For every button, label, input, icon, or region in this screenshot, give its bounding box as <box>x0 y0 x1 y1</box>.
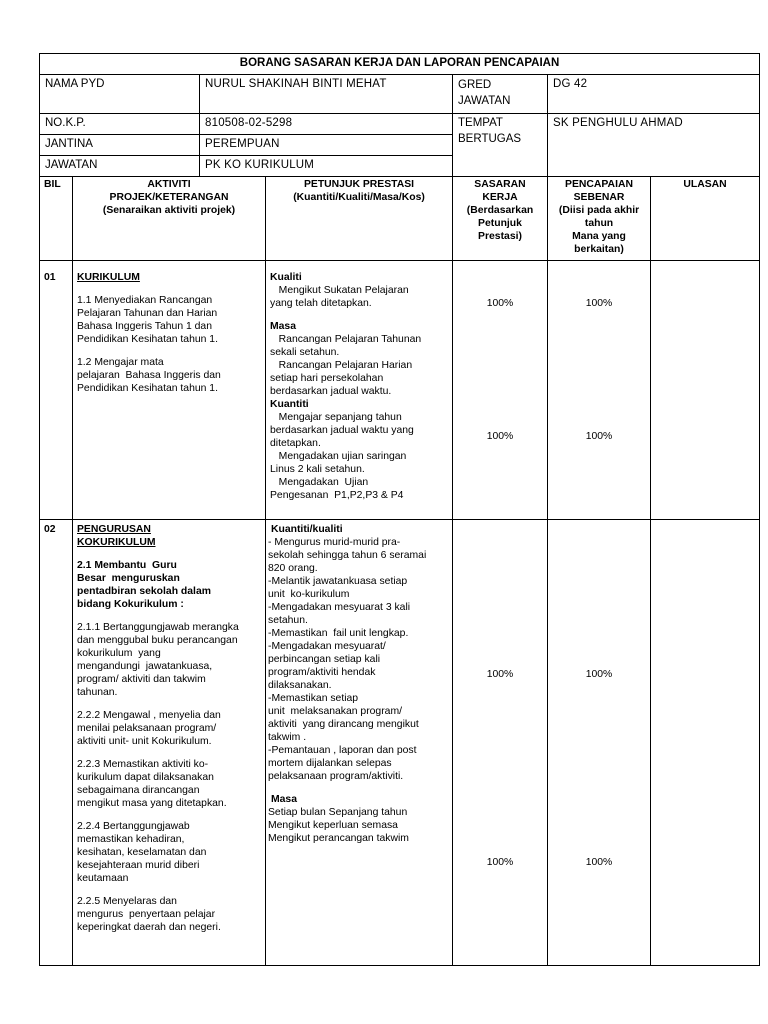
col-sasaran: SASARAN KERJA (Berdasarkan Petunjuk Prestasi) <box>453 177 548 261</box>
list-item: 1.1 Menyediakan Rancangan Pelajaran Tahunan dan Harian Bahasa Inggeris Tahun 1 dan Pendidikan Kesihatan tahun 1. <box>77 295 218 345</box>
row-sasaran <box>453 520 548 966</box>
petunjuk-text: Mengajar sepanjang tahun berdasarkan jadual waktu yang ditetapkan. Mengadakan ujian saringan Linus 2 kali setahun. Mengadakan Ujian Pengesanan P1,P2,P3 & P4 <box>270 412 414 501</box>
row-petunjuk <box>266 520 453 966</box>
row-subtitle: 2.1 Membantu Guru Besar menguruskan pentadbiran sekolah dalam bidang Kokurikulum : <box>77 560 211 610</box>
nama-label: NAMA PYD <box>40 75 200 114</box>
col-aktiviti: AKTIVITI PROJEK/KETERANGAN (Senaraikan aktiviti projek) <box>73 177 266 261</box>
col-bil: BIL <box>40 177 73 261</box>
col-petunjuk: PETUNJUK PRESTASI (Kuantiti/Kualiti/Masa/Kos) <box>266 177 453 261</box>
jantina-label: JANTINA <box>40 135 200 156</box>
row-aktiviti <box>73 520 266 966</box>
jawatan-label: JAWATAN <box>40 156 200 177</box>
petunjuk-label: Masa <box>271 794 297 805</box>
nama-value: NURUL SHAKINAH BINTI MEHAT <box>200 75 453 114</box>
list-item: 2.2.4 Bertanggungjawab memastikan kehadiran, kesihatan, keselamatan dan kesejahteraan murid diberi keutamaan <box>77 821 207 884</box>
pencapaian-value: 100% <box>585 857 613 868</box>
pencapaian-value: 100% <box>585 669 613 680</box>
row-bil: 02 <box>40 520 73 966</box>
list-item: 1.2 Mengajar mata pelajaran Bahasa Inggeris dan Pendidikan Kesihatan tahun 1. <box>77 357 221 394</box>
table-row <box>40 261 760 520</box>
column-header-row <box>40 177 760 261</box>
gred-value: DG 42 <box>548 75 760 114</box>
nokp-label: NO.K.P. <box>40 114 200 135</box>
list-item: 2.2.3 Memastikan aktiviti ko- kurikulum dapat dilaksanakan sebagaimana dirancangan mengikut masa yang ditetapkan. <box>77 759 227 809</box>
col-pencapaian: PENCAPAIAN SEBENAR (Diisi pada akhir tahun Mana yang berkaitan) <box>548 177 651 261</box>
form-page <box>39 53 759 966</box>
petunjuk-text: Setiap bulan Sepanjang tahun Mengikut keperluan semasa Mengikut perancangan takwim <box>268 807 409 844</box>
row-title: PENGURUSAN KOKURIKULUM <box>77 524 156 548</box>
row-sasaran <box>453 261 548 520</box>
sasaran-value: 100% <box>486 298 514 309</box>
row-pencapaian <box>548 261 651 520</box>
petunjuk-label: Kuantiti/kualiti <box>271 524 343 535</box>
col-ulasan: ULASAN <box>651 177 760 261</box>
petunjuk-text: Rancangan Pelajaran Tahunan sekali setahun. Rancangan Pelajaran Harian setiap hari persekolahan berdasarkan jadual waktu. <box>270 334 422 397</box>
row-ulasan <box>651 520 760 966</box>
pencapaian-value: 100% <box>585 298 613 309</box>
header-table <box>39 53 760 177</box>
tempat-value: SK PENGHULU AHMAD <box>548 114 760 177</box>
list-item: 2.2.2 Mengawal , menyelia dan menilai pelaksanaan program/ aktiviti unit- unit Kokurikulum. <box>77 710 221 747</box>
nokp-value: 810508-02-5298 <box>200 114 453 135</box>
sasaran-value: 100% <box>486 431 514 442</box>
petunjuk-label: Kualiti <box>270 272 302 283</box>
petunjuk-text: Mengikut Sukatan Pelajaran yang telah ditetapkan. <box>270 285 409 309</box>
tempat-label: TEMPAT BERTUGAS <box>453 114 548 177</box>
petunjuk-label: Kuantiti <box>270 399 309 410</box>
petunjuk-label: Masa <box>270 321 296 332</box>
sasaran-value: 100% <box>486 669 514 680</box>
jawatan-value: PK KO KURIKULUM <box>200 156 453 177</box>
sasaran-value: 100% <box>486 857 514 868</box>
petunjuk-text: - Mengurus murid-murid pra- sekolah sehingga tahun 6 seramai 820 orang. -Melantik jawatankuasa setiap unit ko-kurikulum -Mengadakan mesyuarat 3 kali setahun. -Memastikan fail unit lengkap. -Mengadakan mesyuarat/ perbincangan setiap kali program/aktiviti hendak dilaksanakan. -Memastikan setiap unit melaksanakan program/ aktiviti yang dirancang mengikut takwim . -Pemantauan , laporan dan post mortem dijalankan selepas pelaksanaan program/aktiviti. <box>268 537 427 782</box>
row-petunjuk <box>266 261 453 520</box>
row-bil: 01 <box>40 261 73 520</box>
gred-label-text: GRED JAWATAN <box>458 79 511 107</box>
gred-label <box>453 75 548 114</box>
list-item: 2.2.5 Menyelaras dan mengurus penyertaan pelajar keperingkat daerah dan negeri. <box>77 896 221 933</box>
row-aktiviti <box>73 261 266 520</box>
row-ulasan <box>651 261 760 520</box>
row-pencapaian <box>548 520 651 966</box>
pencapaian-value: 100% <box>585 431 613 442</box>
form-title: BORANG SASARAN KERJA DAN LAPORAN PENCAPAIAN <box>40 54 760 75</box>
list-item: 2.1.1 Bertanggungjawab merangka dan menggubal buku perancangan kokurikulum yang mengandungi jawatankuasa, program/ aktiviti dan takwim tahunan. <box>77 622 239 698</box>
jantina-value: PEREMPUAN <box>200 135 453 156</box>
table-row <box>40 520 760 966</box>
row-title: KURIKULUM <box>77 272 140 283</box>
activity-table <box>39 176 760 966</box>
